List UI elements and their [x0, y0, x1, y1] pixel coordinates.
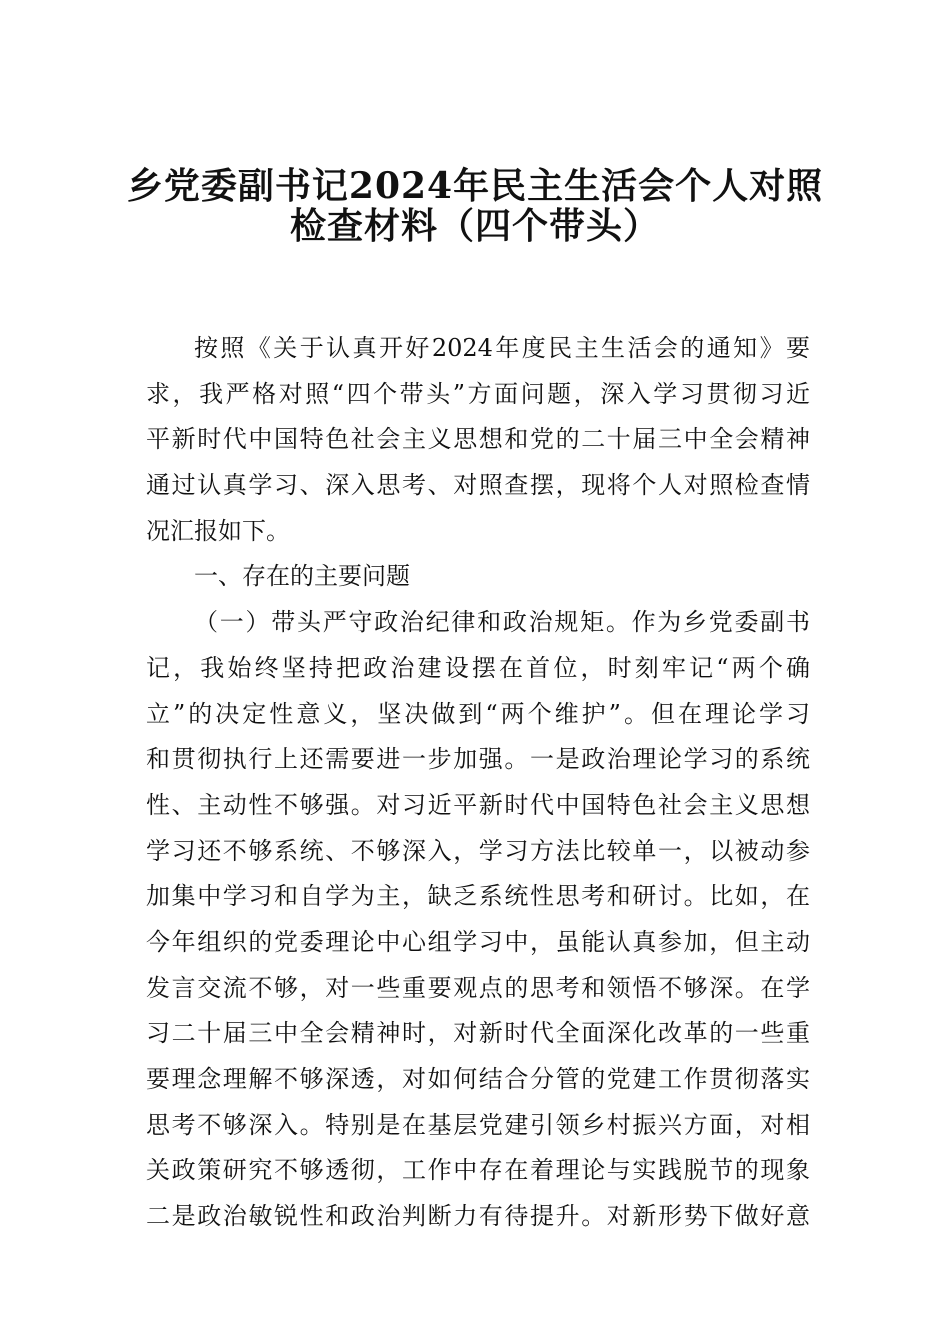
paragraph-1-line: 求，我严格对照“四个带头”方面问题，深入学习贯彻习近 — [146, 379, 810, 408]
paragraph-1-line: 按照《关于认真开好2024年度民主生活会的通知》要 — [194, 334, 810, 362]
paragraph-2-line: 发言交流不够，对一些重要观点的思考和领悟不够深。在学 — [146, 973, 810, 1002]
paragraph-2-line: 加集中学习和自学为主，缺乏系统性思考和研讨。比如，在 — [146, 882, 810, 911]
section-heading: 一、存在的主要问题 — [194, 562, 410, 591]
paragraph-2-line: 二是政治敏锐性和政治判断力有待提升。对新形势下做好意 — [146, 1202, 810, 1231]
paragraph-2-line: 今年组织的党委理论中心组学习中，虽能认真参加，但主动 — [146, 927, 810, 956]
paragraph-2-line: 立”的决定性意义，坚决做到“两个维护”。但在理论学习 — [146, 699, 810, 728]
document-title-line-1: 乡党委副书记2024年民主生活会个人对照 — [126, 165, 824, 207]
paragraph-1-line: 平新时代中国特色社会主义思想和党的二十届三中全会精神 — [146, 425, 810, 454]
paragraph-2-line: 习二十届三中全会精神时，对新时代全面深化改革的一些重 — [146, 1019, 810, 1048]
paragraph-2-line: 记，我始终坚持把政治建设摆在首位，时刻牢记“两个确 — [146, 653, 810, 682]
paragraph-2-line: 要理念理解不够深透，对如何结合分管的党建工作贯彻落实 — [146, 1065, 810, 1093]
paragraph-1-line: 况汇报如下。 — [146, 516, 290, 545]
paragraph-2-line: 关政策研究不够透彻，工作中存在着理论与实践脱节的现象 — [146, 1156, 810, 1185]
document-body — [146, 326, 810, 1240]
paragraph-2-line: 思考不够深入。特别是在基层党建引领乡村振兴方面，对相 — [146, 1110, 810, 1139]
paragraph-2-line: 和贯彻执行上还需要进一步加强。一是政治理论学习的系统 — [146, 745, 810, 774]
paragraph-2-line: 性、主动性不够强。对习近平新时代中国特色社会主义思想 — [146, 790, 810, 819]
document-title-line-2: 检查材料（四个带头） — [289, 205, 660, 247]
paragraph-2-line: 学习还不够系统、不够深入，学习方法比较单一，以被动参 — [146, 836, 810, 865]
paragraph-1-line: 通过认真学习、深入思考、对照查摆，现将个人对照检查情 — [146, 471, 810, 500]
paragraph-2-line: （一）带头严守政治纪律和政治规矩。作为乡党委副书 — [194, 608, 810, 637]
